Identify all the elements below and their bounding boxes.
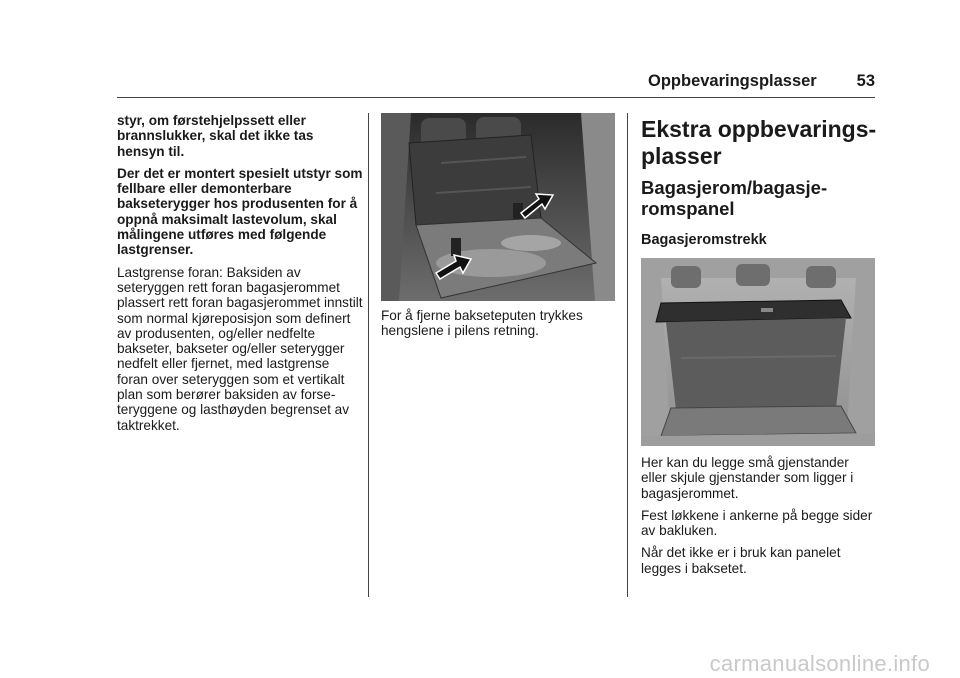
heading-trunk-panel: Bagasjerom/bagasjeromspanel: [641, 177, 828, 219]
column-1: [117, 113, 363, 440]
column-2: [381, 308, 617, 346]
header-rule: [117, 97, 875, 98]
column-divider-right: [627, 113, 628, 597]
section-title: Oppbevaringsplasser: [648, 72, 817, 90]
paragraph-trunk-cover-3: Når det ikke er i bruk kan panelet legges i baksetet.: [641, 545, 841, 576]
paragraph-bold-2: Der det er montert spesielt utstyr som fellbare eller demonterbare bakseterygger hos produsenten for å oppnå maksimalt lastevolum, skal målingene utføres med følgende lastgrenser.: [117, 165, 363, 258]
heading-extra-storage: Ekstra oppbevaringsplasser: [641, 116, 877, 169]
page-number: 53: [856, 72, 875, 90]
paragraph-trunk-cover-1: Her kan du legge små gjenstander eller skjule gjenstander som ligger i bagasjerommet.: [641, 455, 854, 501]
paragraph-trunk-cover-2: Fest løkkene i ankerne på begge sider av bakluken.: [641, 507, 873, 539]
watermark: carmanualsonline.info: [709, 651, 930, 676]
rear-seat-illustration: [381, 113, 615, 301]
paragraph-bold-1: styr, om førstehjelpssett eller brannslukker, skal det ikke tas hensyn til.: [117, 113, 314, 159]
figure-caption: For å fjerne bakseteputen trykkes hengslene i pilens retning.: [381, 308, 583, 339]
heading-trunk-cover: Bagasjeromstrekk: [641, 232, 767, 248]
rear-seat-cushion-figure: [381, 113, 615, 301]
column-divider-left: [368, 113, 369, 597]
trunk-cover-illustration: [641, 258, 875, 446]
page-header: [640, 72, 875, 94]
column-3: [641, 455, 877, 583]
paragraph-load-limit: Lastgrense foran: Baksiden av seteryggen rett foran bagasjerommet plassert rett foran bagasjerommet innstilt som normal kjøreposisjon som definert av produsenten, og/eller nedfelte bakseter, bakseter og/eller seterygger nedfelt eller fjernet, med lastgrense foran over seteryggen som et vertikalt plan som berører baksiden av forseteryggene og lasthøyden begrenset av taktrekket.: [117, 264, 363, 433]
trunk-cover-figure: [641, 258, 875, 446]
